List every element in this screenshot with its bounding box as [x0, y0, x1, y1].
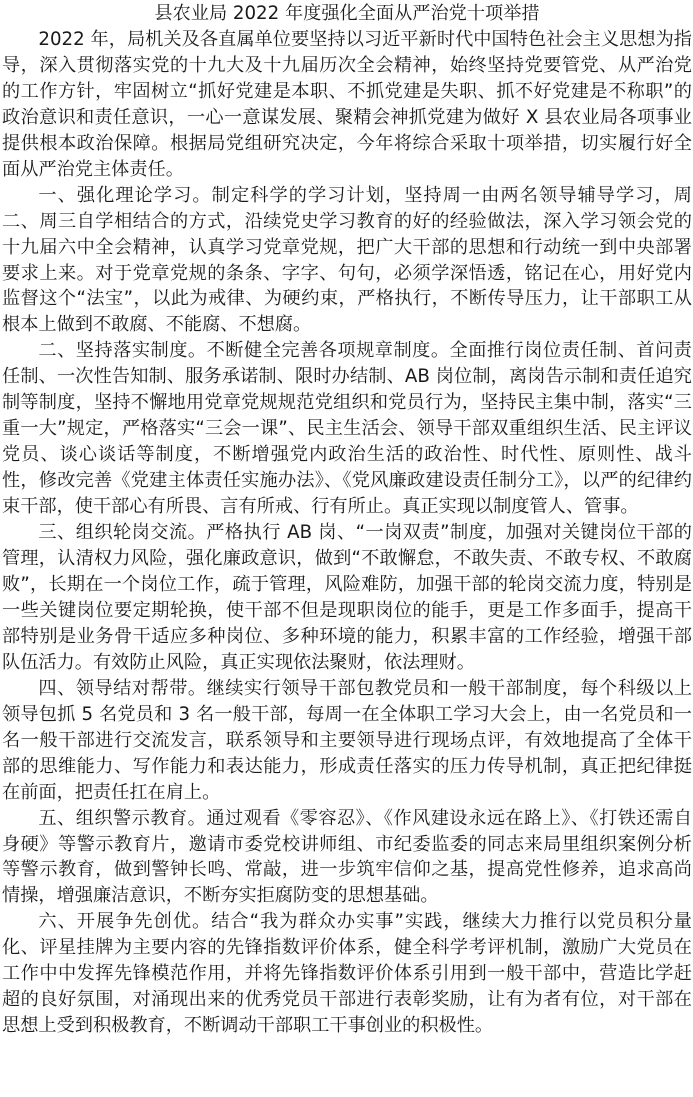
measure-3-paragraph: 三、组织轮岗交流。严格执行 AB 岗、“一岗双责”制度，加强对关键岗位干部的管理，认清权力风险，强化廉政意识，做到“不敢懈怠，不敢失责、不敢专权、不敢腐败”，长期在一个岗位工作，疏于管理，风险难防，加强干部的轮岗交流力度，特别是一些关键岗位要定期轮换，使干部不但是现职岗位的能手，更是工作多面手，提高干部特别是业务骨干适应多种岗位、多种环境的能力，积累丰富的工作经验，增强干部队伍活力。有效防止风险，真正实现依法聚财，依法理财。 — [2, 522, 692, 673]
document-title: 县农业局 2022 年度强化全面从严治党十项举措 — [154, 3, 540, 24]
measure-5-paragraph: 五、组织警示教育。通过观看《零容忍》、《作风建设永远在路上》、《打铁还需自身硬》等警示教育片，邀请市委党校讲师组、市纪委监委的同志来局里组织案例分析等警示教育，做到警钟长鸣、常敲，进一步筑牢信仰之基，提高党性修养，追求高尚情操，增强廉洁意识，不断夯实拒腐防变的思想基础。 — [2, 807, 692, 907]
measure-6-paragraph: 六、开展争先创优。结合“我为群众办实事”实践，继续大力推行以党员积分量化、评星挂牌为主要内容的先锋指数评价体系，健全科学考评机制，激励广大党员在工作中中发挥先锋模范作用，并将先锋指数评价体系引用到一般干部中，营造比学赶超的良好氛围，对涌现出来的优秀党员干部进行表彰奖励，让有为者有位，对干部在思想上受到积极教育，不断调动干部职工干事创业的积极性。 — [2, 911, 692, 1037]
intro-paragraph: 2022 年，局机关及各直属单位要坚持以习近平新时代中国特色社会主义思想为指导，深入贯彻落实党的十九大及十九届历次全会精神，始终坚持党要管党、从严治党的工作方针，牢固树立“抓好党建是本职、不抓党建是失职、抓不好党建是不称职”的政治意识和责任意识，一心一意谋发展、聚精会神抓党建为做好 X 县农业局各项事业提供根本政治保障。根据局党组研究决定，今年将综合采取十项举措，切实履行好全面从严治党主体责任。 — [2, 28, 692, 180]
measure-4-paragraph: 四、领导结对帮带。继续实行领导干部包教党员和一般干部制度，每个科级以上领导包抓 5 名党员和 3 名一般干部，每周一在全体职工学习大会上，由一名党员和一名一般干部进行交流发言，联系领导和主要领导进行现场点评，有效地提高了全体干部的思维能力、写作能力和表达能力，形成责任落实的压力传导机制，真正把纪律挺在前面，把责任扛在肩上。 — [2, 677, 692, 803]
document-page — [2, 0, 692, 1039]
measure-2-paragraph: 二、坚持落实制度。不断健全完善各项规章制度。全面推行岗位责任制、首问责任制、一次性告知制、服务承诺制、限时办结制、AB 岗位制，离岗告示制和责任追究制等制度，坚持不懈地用党章党规规范党组织和党员行为，坚持民主集中制，落实“三重一大”规定，严格落实“三会一课”、民主生活会、领导干部双重组织生活、民主评议党员、谈心谈话等制度，不断增强党内政治生活的政治性、时代性、原则性、战斗性，修改完善《党建主体责任实施办法》、《党风廉政建设责任制分工》，以严的纪律约束干部，使干部心有所畏、言有所戒、行有所止。真正实现以制度管人、管事。 — [2, 340, 692, 518]
measure-1-paragraph: 一、强化理论学习。制定科学的学习计划，坚持周一由两名领导辅导学习，周二、周三自学相结合的方式，沿续党史学习教育的好的经验做法，深入学习领会党的十九届六中全会精神，认真学习党章党规，把广大干部的思想和行动统一到中央部署要求上来。对于党章党规的条条、字字、句句，必须学深悟透，铭记在心，用好党内监督这个“法宝”，以此为戒律、为硬约束，严格执行，不断传导压力，让干部职工从根本上做到不敢腐、不能腐、不想腐。 — [2, 184, 692, 336]
